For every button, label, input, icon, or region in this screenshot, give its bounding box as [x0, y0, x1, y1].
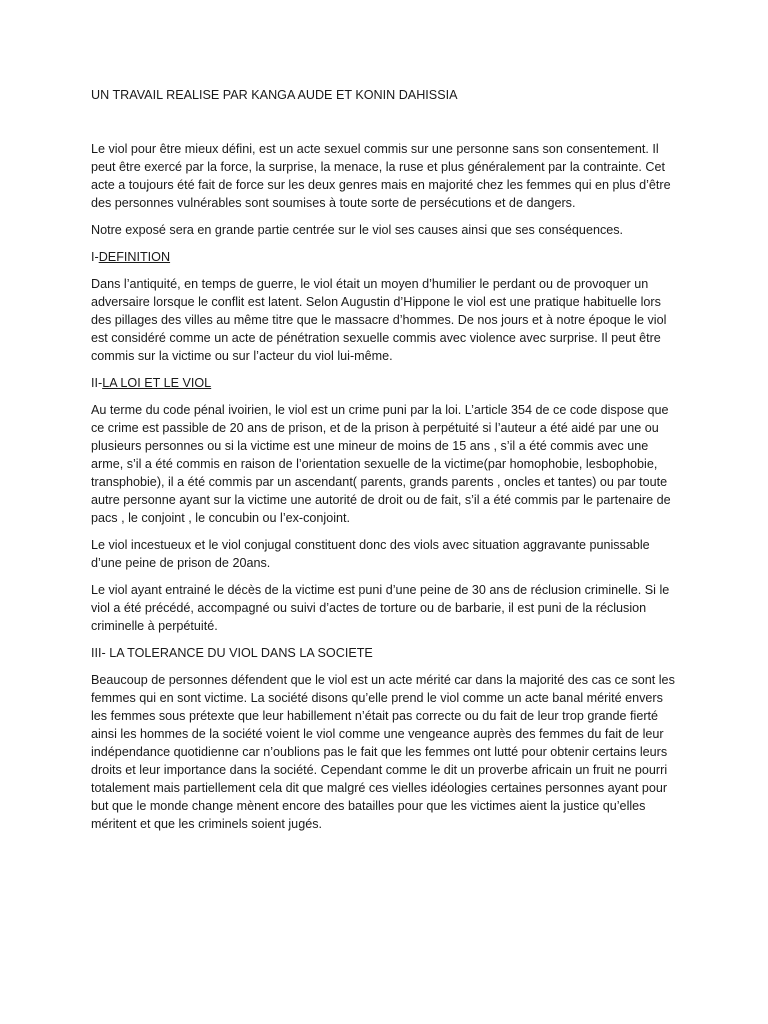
section-paragraph: Le viol incestueux et le viol conjugal constituent donc des viols avec situation aggravante punissable d’une peine de prison de 20ans.	[91, 538, 650, 570]
document-title: UN TRAVAIL REALISE PAR KANGA AUDE ET KONIN DAHISSIA	[91, 88, 458, 102]
section-heading-definition	[91, 248, 681, 266]
section-heading-tolerance	[91, 644, 681, 662]
section-prefix: II-	[91, 376, 103, 390]
section-paragraph: Au terme du code pénal ivoirien, le viol est un crime puni par la loi. L’article 354 de ce code dispose que ce crime est passible de 20 ans de prison, et de la prison à perpétuité si l’auteur a été aidé par une ou plusieurs personnes ou si la victime est une mineur de moins de 15 ans , s’il a été commis avec une arme, s’il a été commis en raison de l’orientation sexuelle de la victime(par homophobie, lesbophobie, transphobie), il a été commis par un ascendant( parents, grands parents , oncles et tantes) ou par toute autre personne ayant sur la victime une autorité de droit ou de fait, s’il a été commis par le partenaire de pacs , le conjoint , le concubin ou l’ex-conjoint.	[91, 403, 671, 525]
document-body	[91, 86, 681, 842]
section-title: III- LA TOLERANCE DU VIOL DANS LA SOCIETE	[91, 646, 373, 660]
section-paragraph: Dans l’antiquité, en temps de guerre, le viol était un moyen d’humilier le perdant ou de provoquer un adversaire lorsque le conflit est latent. Selon Augustin d’Hippone le viol est une pratique habituelle lors des pillages des villes au même titre que le massacre d’hommes. De nos jours et à notre époque le viol est considéré comme un acte de pénétration sexuelle commis avec violence avec surprise. Il peut être commis sur la victime ou sur l’acteur du viol lui-même.	[91, 277, 667, 363]
section-heading-loi	[91, 374, 681, 392]
section-paragraph: Le viol ayant entrainé le décès de la victime est puni d’une peine de 30 ans de réclusion criminelle. Si le viol a été précédé, accompagné ou suivi d’actes de torture ou de barbarie, il est puni de la réclusion criminelle à perpétuité.	[91, 583, 670, 633]
section-title: LA LOI ET LE VIOL	[102, 376, 212, 390]
intro-paragraph: Le viol pour être mieux défini, est un acte sexuel commis sur une personne sans son consentement. Il peut être exercé par la force, la surprise, la menace, la ruse et plus généralement par la contrainte. Cet acte a toujours été fait de force sur les deux genres mais en majorité chez les femmes qui en plus d’être des personnes vulnérables sont soumises à toute sorte de persécutions et de dangers.	[91, 142, 671, 210]
section-prefix: I-	[91, 250, 99, 264]
section-title: DEFINITION	[98, 250, 171, 264]
intro-paragraph: Notre exposé sera en grande partie centrée sur le viol ses causes ainsi que ses conséquences.	[91, 223, 624, 237]
section-paragraph: Beaucoup de personnes défendent que le viol est un acte mérité car dans la majorité des cas ce sont les femmes qui en sont victime. La société disons qu’elle prend le viol comme un acte banal mérité envers les femmes sous prétexte que leur habillement n’était pas correcte ou du fait de leur trop grande fierté ainsi les hommes de la société voient le viol comme une vengeance auprès des femmes du fait de leur indépendance quotidienne car n’oublions pas le fait que les femmes ont lutté pour obtenir certains leurs droits et leur importance dans la société. Cependant comme le dit un proverbe africain un fruit ne pourri totalement mais partiellement cela dit que malgré ces vielles idéologies certaines personnes ayant pour but que le monde change mènent encore des batailles pour que les victimes aient la justice qu’elles méritent et que les criminels soient jugés.	[91, 673, 675, 831]
